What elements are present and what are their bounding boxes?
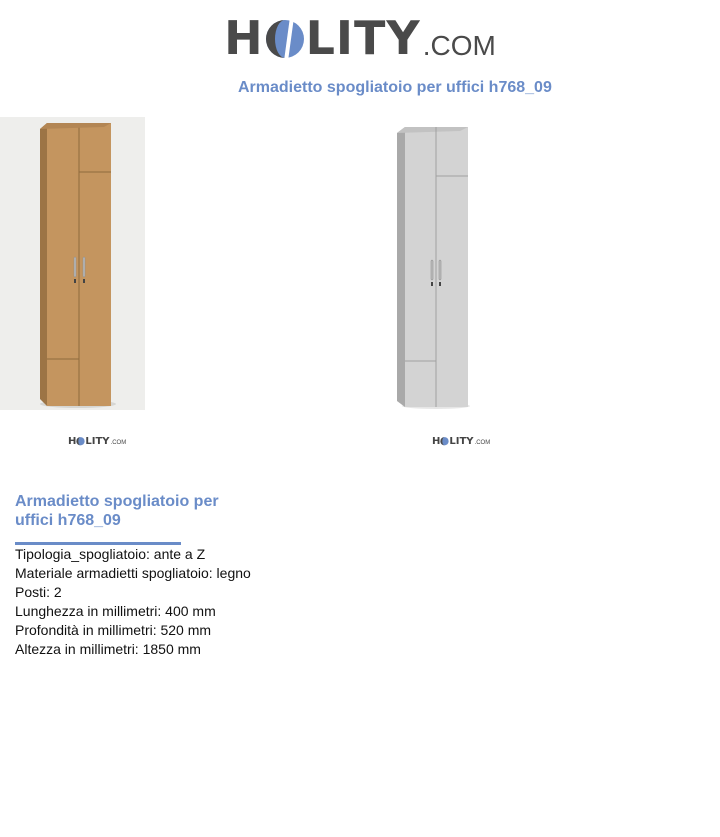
watermark-text: LITY [449,436,474,447]
watermark-logo-right [432,436,490,447]
page-title: Armadietto spogliatoio per uffici h768_09 [238,79,552,96]
spec-profondita: Profondità in millimetri: 520 mm [15,622,212,638]
product-specs [15,545,251,659]
watermark-domain: .COM [110,440,127,446]
watermark-o-icon [440,436,449,446]
watermark-letter-h: H [68,436,77,447]
logo-text: LITY [305,11,421,65]
header [0,12,720,64]
logo-o-icon [265,15,305,61]
logo-letter-h: H [224,11,264,65]
locker-gray-image [380,117,490,410]
watermark-text: LITY [85,436,110,447]
product-photo-wood[interactable] [0,117,145,410]
watermark-letter-h: H [432,436,441,447]
logo-domain: .COM [422,30,496,61]
watermark-domain: .COM [474,440,491,446]
spec-tipologia: Tipologia_spogliatoio: ante a Z [15,546,206,562]
spec-lunghezza: Lunghezza in millimetri: 400 mm [15,603,216,619]
holity-logo[interactable] [224,12,496,64]
product-title: Armadietto spogliatoio per uffici h768_09 [15,493,219,529]
watermark-logo-left [68,436,126,447]
watermark-o-icon [76,436,85,446]
spec-posti: Posti: 2 [15,584,62,600]
spec-altezza: Altezza in millimetri: 1850 mm [15,641,201,657]
product-photo-gray[interactable] [380,117,490,410]
locker-wood-image [0,117,145,410]
spec-materiale: Materiale armadietti spogliatoio: legno [15,565,251,581]
